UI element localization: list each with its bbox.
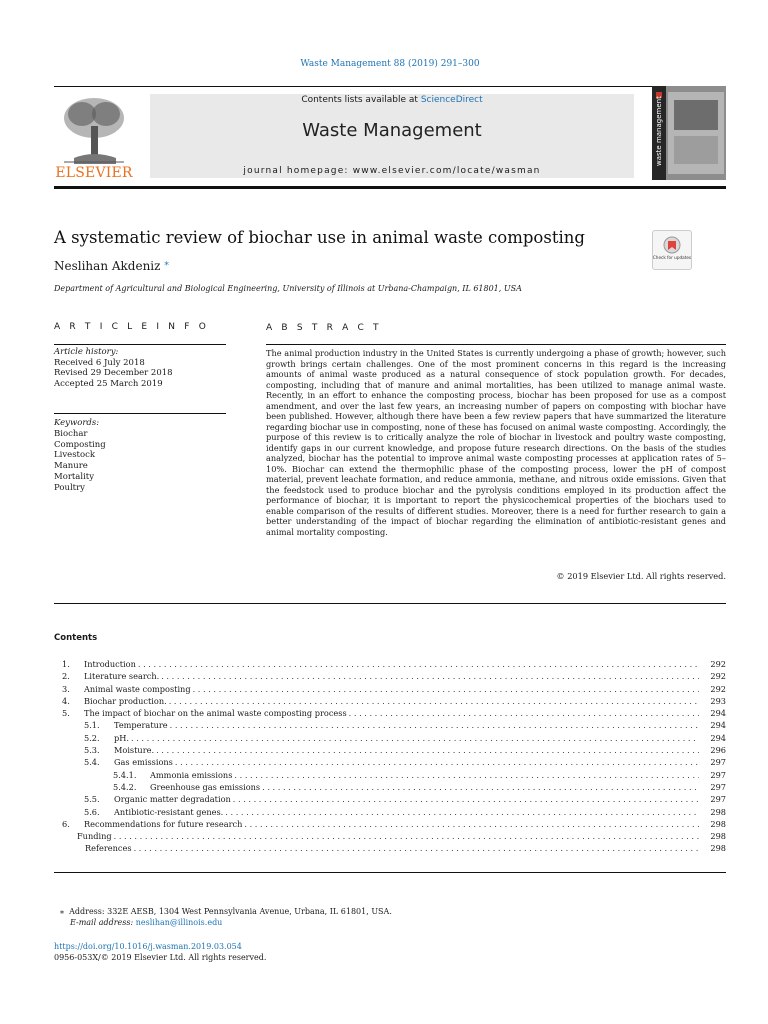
toc-leader-dots (161, 670, 699, 682)
contents-available-line (150, 95, 634, 105)
toc-leader-dots (193, 683, 699, 695)
toc-entry[interactable] (54, 695, 726, 707)
toc-leader-dots (349, 707, 699, 719)
toc-entry-number: 2. (62, 671, 70, 682)
toc-entry-page: 298 (710, 831, 726, 842)
toc-entry[interactable] (54, 683, 726, 695)
article-info-heading: A R T I C L E I N F O (54, 322, 210, 332)
toc-entry[interactable] (54, 670, 726, 682)
toc-entry-label[interactable]: Temperature (114, 720, 168, 731)
author-text: Neslihan Akdeniz (54, 259, 161, 273)
keyword: Livestock (54, 450, 96, 461)
toc-entry-label[interactable]: Funding (77, 831, 112, 842)
toc-entry-number: 5. (62, 708, 70, 719)
toc-entry-label[interactable]: References (85, 843, 132, 854)
footnote-email-line (60, 917, 392, 928)
issn-copyright: 0956-053X/© 2019 Elsevier Ltd. All rights reserved. (54, 953, 267, 962)
toc-entry-page: 292 (710, 659, 726, 669)
toc-entry-label[interactable]: Organic matter degradation (114, 794, 231, 805)
toc-entry-label[interactable]: Gas emissions (114, 757, 173, 768)
toc-entry[interactable] (54, 756, 726, 768)
abstract-copyright: © 2019 Elsevier Ltd. All rights reserved. (556, 571, 726, 581)
abstract-heading: A B S T R A C T (266, 323, 382, 333)
table-of-contents (54, 658, 726, 855)
contents-heading: Contents (54, 633, 98, 643)
toc-leader-dots (134, 842, 699, 854)
toc-entry[interactable] (54, 719, 726, 731)
toc-entry[interactable] (54, 793, 726, 805)
toc-leader-dots (170, 719, 699, 731)
toc-leader-dots (225, 806, 699, 818)
toc-entry-number: 5.4.2. (113, 781, 137, 792)
contents-prefix: Contents lists available at (301, 95, 421, 105)
toc-entry-number: 5.4. (84, 757, 100, 768)
author-email-link[interactable]: neslihan@illinois.edu (135, 918, 223, 927)
author-name (54, 258, 169, 273)
toc-entry-number: 4. (62, 695, 70, 706)
article-history (54, 347, 173, 389)
toc-entry[interactable] (54, 830, 726, 842)
toc-entry-page: 298 (710, 818, 726, 829)
doi-block (54, 941, 266, 963)
abstract-rule (266, 344, 726, 345)
sciencedirect-link[interactable]: ScienceDirect (420, 95, 483, 105)
keyword: Manure (54, 461, 88, 472)
history-accepted: Accepted 25 March 2019 (54, 378, 163, 389)
toc-leader-dots (138, 658, 699, 670)
toc-entry[interactable] (54, 732, 726, 744)
keyword: Composting (54, 439, 106, 450)
toc-leader-dots (233, 793, 699, 805)
keywords-rule (54, 413, 226, 414)
toc-leader-dots (262, 781, 699, 793)
journal-cover-image (652, 86, 726, 180)
contents-bottom-rule (54, 872, 726, 873)
keyword: Biochar (54, 428, 88, 439)
toc-entry-page: 294 (710, 732, 726, 743)
email-label: E-mail address: (70, 918, 134, 927)
footnote-mark: ⁎ (60, 907, 64, 916)
toc-entry-page: 292 (710, 671, 726, 682)
abstract-text: The animal production industry in the United States is currently undergoing a phase of growth; however, such growth brings certain challenges. One of the most prominent concerns in this regard is the increasing amounts of animal waste produced as a natural consequence of stock population growth. For decades, composting, including that of manure and animal mortalities, has been utilized to manage animal waste. Recently, in an effort to enhance the composting process, biochar has been proposed for use as a compost amendment, and over the last few years, an increasing number of papers on composting with biochar have been published. However, although there have been a few review papers that have summarized the literature regarding biochar use in composting, none of these has focused on animal waste composting. Accordingly, the purpose of this review is to critically analyze the role of biochar in livestock and poultry waste composting, identify gaps in our current knowledge, and propose future research directions. On the basis of the studies analyzed, biochar has the potential to improve animal waste composting processes at application rates of 5–10%. Biochar can extend the thermophilic phase of the composting process, lower the pH of compost material, prevent leachate formation, and reduce ammonia, methane, and nitrous oxide emissions. Given that the feedstock used to produce biochar and the pyrolysis conditions employed in its production affect the performance of biochar, it is important to report the physicochemical properties of the biochars used to enable comparison of the results of different studies. Moreover, there is a need for further research to gain a better understanding of the impact of biochar regarding the elimination of antibiotic-resistant genes and animal mortality composting. (266, 348, 726, 537)
toc-entry-page: 297 (710, 794, 726, 805)
toc-entry-number: 3. (62, 683, 70, 694)
toc-entry-label[interactable]: Recommendations for future research (84, 818, 243, 829)
author-affiliation: Department of Agricultural and Biological Engineering, University of Illinois at Urbana-Champaign, IL 61801, USA (54, 284, 522, 293)
toc-leader-dots (175, 756, 699, 768)
abstract-bottom-rule (54, 603, 726, 604)
toc-leader-dots (114, 830, 699, 842)
toc-entry-page: 297 (710, 757, 726, 768)
toc-entry-page: 294 (710, 720, 726, 731)
toc-entry-label[interactable]: Animal waste composting (84, 683, 191, 694)
history-label: Article history: (54, 347, 119, 357)
toc-entry-number: 5.1. (84, 720, 100, 731)
history-received: Received 6 July 2018 (54, 357, 145, 368)
toc-entry-label[interactable]: Moisture. (114, 745, 155, 756)
elsevier-wordmark: ELSEVIER (55, 165, 133, 181)
keywords-block (54, 418, 106, 494)
toc-leader-dots (131, 732, 699, 744)
journal-citation[interactable]: Waste Management 88 (2019) 291–300 (300, 59, 480, 69)
toc-entry[interactable] (54, 707, 726, 719)
toc-entry-number: 5.6. (84, 806, 100, 817)
toc-entry-number: 6. (62, 818, 70, 829)
keywords-label: Keywords: (54, 418, 100, 428)
cover-title: waste management (655, 96, 663, 166)
toc-entry-number: 5.3. (84, 745, 100, 756)
toc-entry-label[interactable]: Literature search. (84, 671, 160, 682)
check-for-updates-badge[interactable] (652, 230, 692, 270)
toc-entry-page: 298 (710, 806, 726, 817)
header-rule-top (54, 86, 726, 87)
toc-entry[interactable] (54, 806, 726, 818)
journal-homepage[interactable]: journal homepage: www.elsevier.com/locate/wasman (243, 166, 541, 176)
toc-entry-label[interactable]: Biochar production. (84, 695, 167, 706)
toc-entry-number: 5.2. (84, 732, 100, 743)
keyword: Mortality (54, 471, 95, 482)
footnote-address: Address: 332E AESB, 1304 West Pennsylvania Avenue, Urbana, IL 61801, USA. (69, 907, 392, 916)
toc-entry[interactable] (54, 769, 726, 781)
toc-entry-label[interactable]: The impact of biochar on the animal waste composting process (84, 708, 347, 719)
toc-entry[interactable] (54, 781, 726, 793)
toc-entry-page: 297 (710, 769, 726, 780)
article-title: A systematic review of biochar use in animal waste composting (54, 228, 585, 247)
keyword: Poultry (54, 482, 85, 493)
toc-entry[interactable] (54, 818, 726, 830)
toc-leader-dots (169, 695, 699, 707)
author-footnote (60, 906, 392, 928)
toc-entry-label[interactable]: Ammonia emissions (150, 769, 233, 780)
toc-entry-label[interactable]: Introduction (84, 659, 136, 669)
author-footnote-mark[interactable]: ⁎ (164, 258, 169, 268)
crossmark-label: Check for updates (653, 255, 691, 260)
footnote-address-line (60, 906, 392, 917)
toc-entry[interactable] (54, 842, 726, 854)
toc-entry-page: 293 (710, 695, 726, 706)
toc-entry-label[interactable]: Antibiotic-resistant genes. (114, 806, 224, 817)
journal-title: Waste Management (302, 120, 482, 141)
header-rule-bottom (54, 186, 726, 189)
toc-entry-page: 294 (710, 708, 726, 719)
toc-leader-dots (244, 818, 699, 830)
toc-entry-number: 1. (62, 659, 70, 669)
toc-entry-number: 5.4.1. (113, 769, 137, 780)
history-revised: Revised 29 December 2018 (54, 368, 173, 378)
toc-entry-page: 292 (710, 683, 726, 694)
toc-leader-dots (234, 769, 699, 781)
article-info-rule (54, 344, 226, 345)
toc-leader-dots (156, 744, 699, 756)
toc-entry-label[interactable]: pH. (114, 732, 129, 743)
toc-entry[interactable] (54, 658, 726, 670)
toc-entry[interactable] (54, 744, 726, 756)
toc-entry-page: 297 (710, 781, 726, 792)
toc-entry-label[interactable]: Greenhouse gas emissions (150, 781, 261, 792)
toc-entry-page: 298 (710, 843, 726, 854)
toc-entry-number: 5.5. (84, 794, 100, 805)
doi-link[interactable]: https://doi.org/10.1016/j.wasman.2019.03.054 (54, 942, 242, 951)
toc-entry-page: 296 (710, 745, 726, 756)
